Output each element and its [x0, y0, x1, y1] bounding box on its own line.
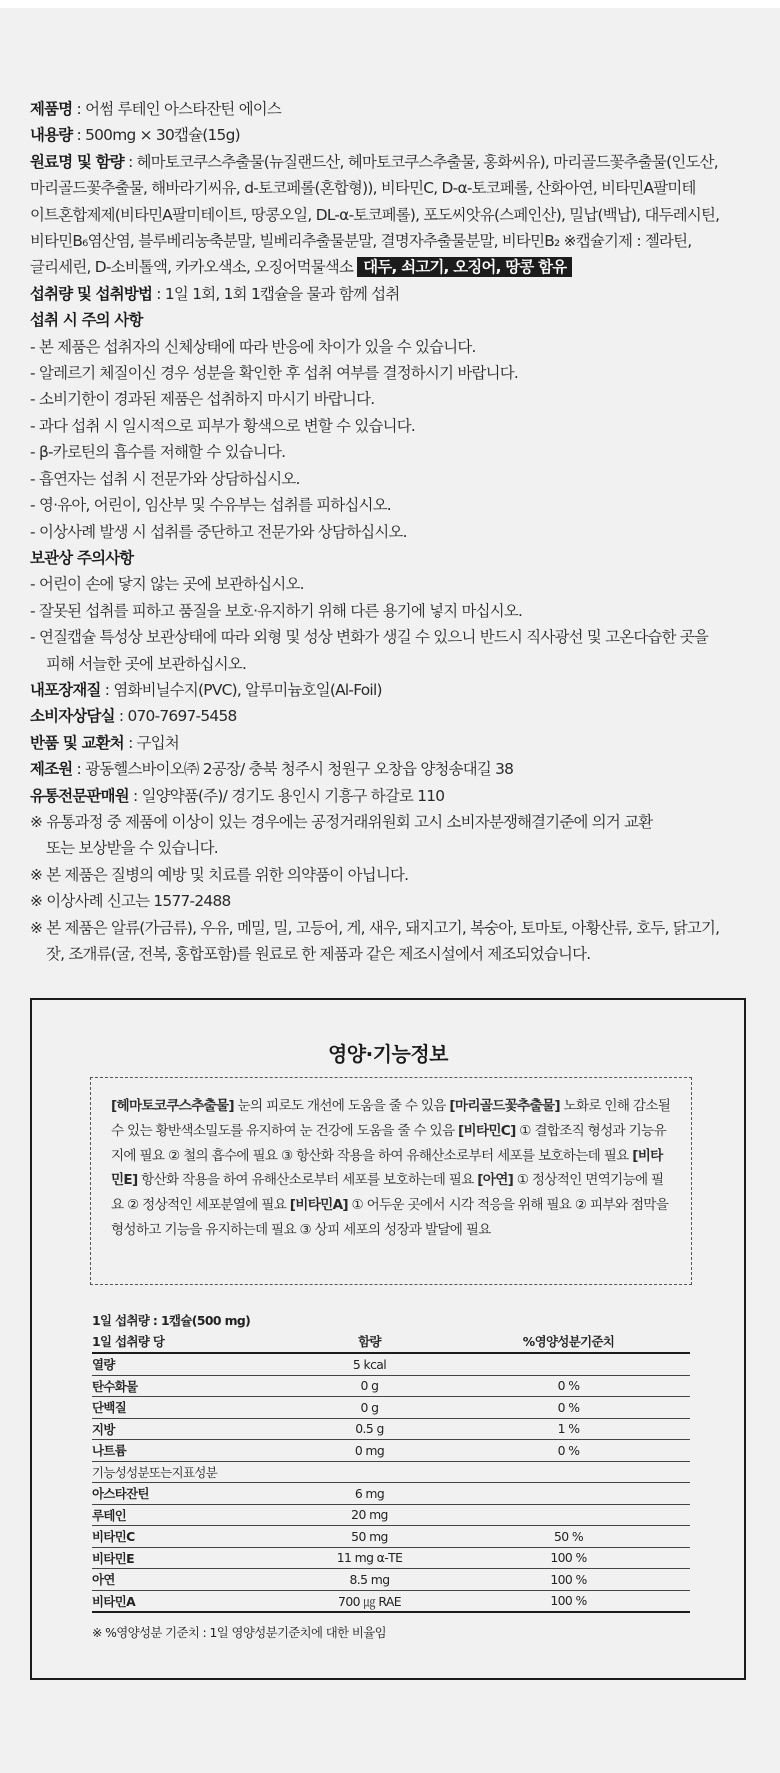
ingredients-text: 글리세린, D-소비톨액, 카카오색소, 오징어먹물색소	[30, 258, 354, 277]
functional-info-box	[90, 1077, 692, 1285]
caution-item: - β-카로틴의 흡수를 저해할 수 있습니다.	[30, 443, 286, 462]
nutrient-percent	[447, 1483, 690, 1505]
table-header-row	[92, 1330, 690, 1353]
caution-item: - 소비기한이 경과된 제품은 섭취하지 마시기 바랍니다.	[30, 390, 375, 409]
nutrient-name: 비타민E	[92, 1547, 292, 1569]
nutrient-amount: 0.5 g	[292, 1418, 447, 1440]
returns-label: 반품 및 교환처	[30, 733, 124, 752]
nutrient-percent: 0 %	[447, 1440, 690, 1462]
caution-item: - 알레르기 체질이신 경우 성분을 확인한 후 섭취 여부를 결정하시기 바랍니다.	[30, 364, 519, 383]
maker-value: 광동헬스바이오㈜ 2공장/ 충북 청주시 청원구 오창읍 양청송대길 38	[85, 760, 514, 779]
table-row	[92, 1504, 690, 1526]
note-item-continued: 또는 보상받을 수 있습니다.	[46, 839, 218, 858]
nutrient-amount: 0 g	[292, 1375, 447, 1397]
caution-item: - 과다 섭취 시 일시적으로 피부가 황색으로 변할 수 있습니다.	[30, 416, 416, 435]
table-footnote: ※ %영양성분 기준치 : 1일 영양성분기준치에 대한 비율임	[92, 1625, 386, 1640]
functional-desc: ① 결합조직 형성과 기능유지에 필요 ② 철의 흡수에 필요 ③ 항산화 작용을 하여 유해산소로부터 세포를 보호하는데 필요	[111, 1122, 666, 1164]
header-amount: 함량	[358, 1334, 381, 1349]
nutrient-amount: 8.5 mg	[292, 1569, 447, 1591]
nutrient-amount: 6 mg	[292, 1483, 447, 1505]
storage-caution-title-text: 보관상 주의사항	[30, 548, 134, 567]
table-row	[92, 1375, 690, 1397]
serving-size: 1일 섭취량 : 1캡슐(500 mg)	[92, 1313, 251, 1328]
ingredients-label: 원료명 및 함량	[30, 152, 124, 171]
storage-item: - 어린이 손에 닿지 않는 곳에 보관하십시오.	[30, 575, 304, 594]
ingredients-text: 이트혼합제제(비타민A팔미테이트, 땅콩오일, DL-α-토코페롤), 포도씨앗유(스페인산), 밀납(백납), 대두레시틴,	[30, 205, 720, 224]
note-item-continued: 잣, 조개류(굴, 전복, 홍합포함)를 원료로 한 제품과 같은 제조시설에서 제조되었습니다.	[46, 945, 591, 963]
functional-desc: 노화로 인해 감소될 수 있는 황반색소밀도를 유지하여 눈 건강에 도움을 줄 수 있음	[111, 1098, 671, 1139]
table-row	[92, 1569, 690, 1591]
intake-caution-title-text: 섭취 시 주의 사항	[30, 311, 143, 330]
product-name-label: 제품명	[30, 100, 73, 118]
note-item: ※ 본 제품은 알류(가금류), 우유, 메밀, 밀, 고등어, 게, 새우, 돼지고기, 복숭아, 토마토, 아황산류, 호두, 닭고기,	[30, 918, 720, 937]
nutrition-table	[92, 1330, 690, 1613]
storage-item: - 연질캡슐 특성상 보관상태에 따라 외형 및 성상 변화가 생길 수 있으니 반드시 직사광선 및 고온다습한 곳을	[30, 628, 709, 647]
nutrient-percent	[447, 1353, 690, 1375]
nutrient-amount: 0 mg	[292, 1440, 447, 1462]
packaging-value: 염화비닐수지(PVC), 알루미늄호일(Al-Foil)	[113, 680, 382, 699]
nutrient-name: 비타민C	[92, 1526, 292, 1548]
allergen-badge: 대두, 쇠고기, 오징어, 땅콩 함유	[357, 257, 572, 277]
nutrient-percent: 0 %	[447, 1397, 690, 1419]
functional-section-label: 기능성성분또는지표성분	[92, 1461, 690, 1483]
nutrient-name: 아연	[92, 1569, 292, 1591]
top-strip	[0, 0, 780, 8]
nutrient-percent: 50 %	[447, 1526, 690, 1548]
storage-caution-title	[30, 545, 760, 571]
functional-desc: ① 어두운 곳에서 시각 적응을 위해 필요 ② 피부와 점막을 형성하고 기능을 유지하는데 필요 ③ 상피 세포의 성장과 발달에 필요	[111, 1197, 669, 1238]
table-row	[92, 1547, 690, 1569]
note-item: ※ 본 제품은 질병의 예방 및 치료를 위한 의약품이 아닙니다.	[30, 865, 409, 884]
header-daily-value: %영양성분기준치	[522, 1334, 615, 1349]
note-item: ※ 이상사례 신고는 1577-2488	[30, 892, 231, 911]
maker-row: 제조원 : 광동헬스바이오㈜ 2공장/ 충북 청주시 청원구 오창읍 양청송대길 38	[30, 760, 514, 779]
nutrient-name: 아스타잔틴	[92, 1483, 292, 1505]
product-name: 어썸 루테인 아스타잔틴 에이스	[85, 100, 282, 118]
ingredients-row: 원료명 및 함량 : 헤마토코쿠스추출물(뉴질랜드산, 헤마토코쿠스추출물, 홍화씨유), 마리골드꽃추출물(인도산,	[30, 152, 718, 171]
functional-term: [헤마토코쿠스추출물]	[111, 1098, 234, 1114]
packaging-label: 내포장재질	[30, 680, 101, 699]
product-info-section	[30, 96, 760, 967]
volume-value: 500mg × 30캡슐(15g)	[85, 126, 240, 145]
nutrient-percent	[447, 1504, 690, 1526]
returns-value: 구입처	[136, 733, 180, 752]
caution-item: - 흡연자는 섭취 시 전문가와 상담하십시오.	[30, 469, 300, 488]
functional-desc: 눈의 피로도 개선에 도움을 줄 수 있음	[233, 1098, 450, 1114]
caution-item: - 이상사례 발생 시 섭취를 중단하고 전문가와 상담하십시오.	[30, 522, 407, 541]
nutrient-percent: 100 %	[447, 1547, 690, 1569]
nutrient-amount: 700 ㎍ RAE	[292, 1590, 447, 1612]
nutrient-name: 단백질	[92, 1397, 292, 1419]
table-row	[92, 1483, 690, 1505]
packaging-row: 내포장재질 : 염화비닐수지(PVC), 알루미늄호일(Al-Foil)	[30, 680, 382, 699]
table-row	[92, 1526, 690, 1548]
table-row	[92, 1418, 690, 1440]
nutrient-name: 나트륨	[92, 1440, 292, 1462]
functional-desc: 항산화 작용을 하여 유해산소로부터 세포를 보호하는데 필요	[137, 1172, 478, 1189]
ingredients-text: 마리골드꽃추출물, 해바라기씨유, d-토코페롤(혼합형)), 비타민C, D-α-토코페롤, 산화아연, 비타민A팔미테	[30, 179, 696, 198]
dosage-value: 1일 1회, 1회 1캡슐을 물과 함께 섭취	[164, 284, 400, 303]
consumer-label: 소비자상담실	[30, 707, 115, 726]
nutrition-info-box	[30, 998, 746, 1680]
dosage-row: 섭취량 및 섭취방법 : 1일 1회, 1회 1캡슐을 물과 함께 섭취	[30, 284, 400, 303]
distributor-value: 일양약품(주)/ 경기도 용인시 기흥구 하갈로 110	[141, 786, 445, 805]
functional-term: [비타민E]	[111, 1147, 663, 1189]
functional-term: [아연]	[477, 1172, 514, 1189]
nutrient-amount: 0 g	[292, 1397, 447, 1419]
nutrient-name: 비타민A	[92, 1590, 292, 1612]
functional-desc: ① 정상적인 면역기능에 필요 ② 정상적인 세포분열에 필요	[111, 1172, 664, 1214]
table-row	[92, 1590, 690, 1612]
table-row	[92, 1397, 690, 1419]
caution-item: - 본 제품은 섭취자의 신체상태에 따라 반응에 차이가 있을 수 있습니다.	[30, 337, 476, 356]
ingredients-row-last	[30, 254, 760, 280]
nutrient-amount: 20 mg	[292, 1504, 447, 1526]
functional-term: [비타민C]	[458, 1122, 516, 1139]
nutrient-percent: 1 %	[447, 1418, 690, 1440]
nutrient-name: 루테인	[92, 1504, 292, 1526]
dosage-label: 섭취량 및 섭취방법	[30, 284, 153, 303]
nutrient-name: 탄수화물	[92, 1375, 292, 1397]
note-item: ※ 유통과정 중 제품에 이상이 있는 경우에는 공정거래위원회 고시 소비자분쟁해결기준에 의거 교환	[30, 812, 653, 831]
maker-label: 제조원	[30, 760, 73, 779]
nutrient-name: 열량	[92, 1353, 292, 1375]
header-per-day: 1일 섭취량 당	[92, 1334, 165, 1349]
nutrient-amount: 5 kcal	[292, 1353, 447, 1375]
nutrient-name: 지방	[92, 1418, 292, 1440]
volume-label: 내용량	[30, 126, 73, 145]
functional-term: [마리골드꽃추출물]	[449, 1098, 560, 1114]
consumer-phone: 070-7697-5458	[127, 707, 237, 726]
ingredients-text: 헤마토코쿠스추출물(뉴질랜드산, 헤마토코쿠스추출물, 홍화씨유), 마리골드꽃추출물(인도산,	[136, 152, 718, 171]
nutrient-percent: 0 %	[447, 1375, 690, 1397]
nutrient-percent: 100 %	[447, 1569, 690, 1591]
returns-row: 반품 및 교환처 : 구입처	[30, 733, 180, 752]
storage-item-continued: 피해 서늘한 곳에 보관하십시오.	[46, 654, 247, 673]
volume-row: 내용량 : 500mg × 30캡슐(15g)	[30, 126, 240, 145]
table-row	[92, 1353, 690, 1375]
storage-item: - 잘못된 섭취를 피하고 품질을 보호·유지하기 위해 다른 용기에 넣지 마십시오.	[30, 601, 523, 620]
distributor-row: 유통전문판매원 : 일양약품(주)/ 경기도 용인시 기흥구 하갈로 110	[30, 786, 445, 805]
nutrition-title: 영양·기능정보	[327, 1042, 449, 1066]
caution-item: - 영·유아, 어린이, 임산부 및 수유부는 섭취를 피하십시오.	[30, 496, 391, 515]
ingredients-text: 비타민B₆염산염, 블루베리농축분말, 빌베리추출물분말, 결명자추출물분말, 비타민B₂ ※캡슐기제 : 젤라틴,	[30, 232, 692, 251]
distributor-label: 유통전문판매원	[30, 786, 129, 805]
nutrient-amount: 50 mg	[292, 1526, 447, 1548]
product-name-row: 제품명 : 어썸 루테인 아스타잔틴 에이스	[30, 100, 282, 118]
consumer-row: 소비자상담실 : 070-7697-5458	[30, 707, 237, 726]
functional-term: [비타민A]	[289, 1197, 348, 1214]
nutrient-percent: 100 %	[447, 1590, 690, 1612]
intake-caution-title	[30, 307, 760, 333]
nutrition-table-wrap	[92, 1312, 690, 1641]
table-row	[92, 1440, 690, 1462]
nutrient-amount: 11 mg α-TE	[292, 1547, 447, 1569]
table-section-row	[92, 1461, 690, 1483]
